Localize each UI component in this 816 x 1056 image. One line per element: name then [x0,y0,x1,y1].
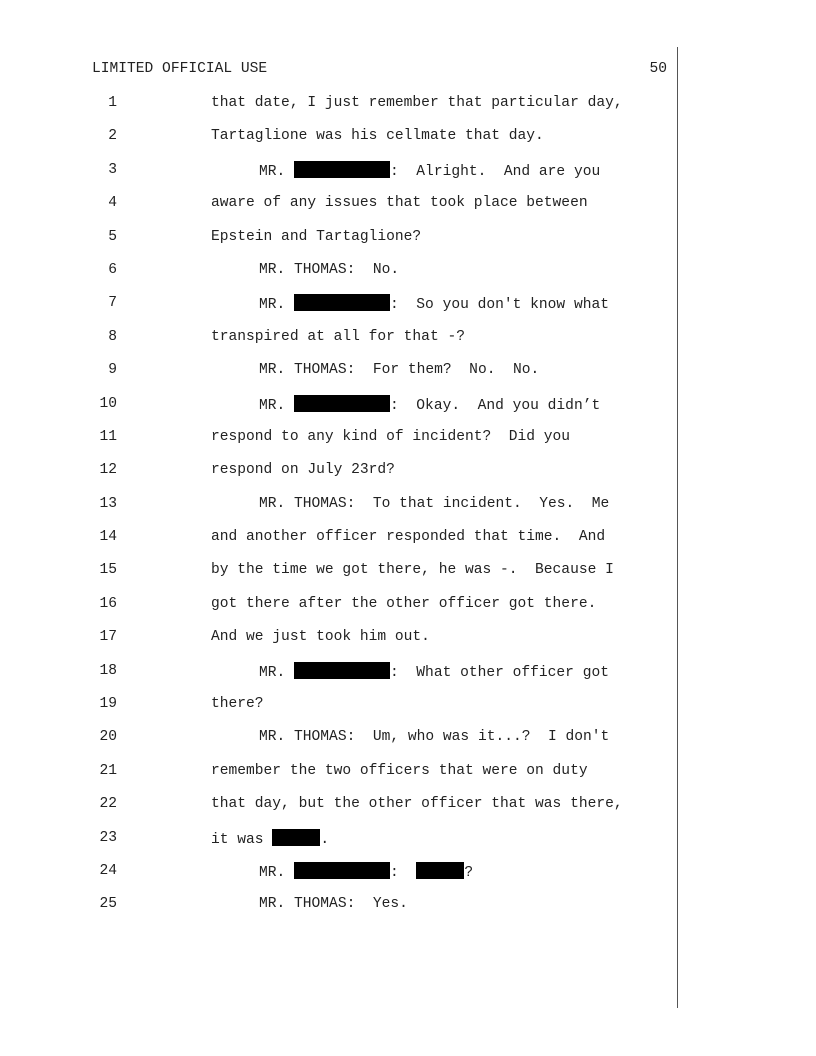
line-number: 9 [108,362,117,379]
line-text: Epstein and Tartaglione? [211,228,422,245]
line-text: Tartaglione was his cellmate that day. [211,128,544,145]
line-number: 11 [99,428,117,445]
line-text-rest: : So you don't know what [390,297,609,314]
line-text [259,662,609,682]
line-text: got there after the other officer got there. [211,595,597,612]
redaction-box [294,395,390,412]
speaker-prefix: MR. [259,163,295,180]
line-text: MR. THOMAS: To that incident. Yes. Me [259,495,610,512]
transcript-line-5 [0,228,816,261]
redaction-box [294,862,390,879]
redaction-box [416,862,464,879]
classification-header: LIMITED OFFICIAL USE [92,61,268,77]
transcript-line-25 [0,895,816,928]
speaker-prefix: MR. [259,664,295,681]
line-number: 20 [99,729,117,746]
transcript-line-3 [0,161,816,194]
transcript-line-13 [0,495,816,528]
redaction-box [294,294,390,311]
line-text: And we just took him out. [211,629,430,646]
line-number: 18 [99,662,117,679]
line-number: 25 [99,896,117,913]
line-number: 4 [108,195,117,212]
transcript-line-8 [0,328,816,361]
line-text: that day, but the other officer that was there, [211,796,623,813]
transcript-line-9 [0,361,816,394]
speaker-prefix: MR. [259,397,295,414]
page-number: 50 [649,61,667,77]
transcript-line-22 [0,795,816,828]
line-text: respond on July 23rd? [211,462,395,479]
line-text: MR. THOMAS: Yes. [259,896,408,913]
line-number: 1 [108,95,117,111]
transcript-line-20 [0,728,816,761]
transcript-line-24 [0,862,816,895]
transcript-line-15 [0,561,816,594]
transcript-line-19 [0,695,816,728]
transcript-line-11 [0,428,816,461]
line-text [211,829,329,849]
line-text: and another officer responded that time. And [211,529,606,546]
transcript-line-4 [0,194,816,227]
line-text: MR. THOMAS: No. [259,261,400,278]
line-number: 2 [108,128,117,145]
redaction-box [294,161,390,178]
transcript-line-7 [0,294,816,327]
line-text-rest: ? [464,864,474,881]
line-text: transpired at all for that -? [211,328,465,345]
line-text-rest: : Alright. And are you [390,163,601,180]
line-number: 24 [99,862,117,879]
line-text: respond to any kind of incident? Did you [211,428,571,445]
line-number: 21 [99,762,117,779]
line-text-rest: . [320,831,330,848]
line-number: 7 [108,295,117,312]
line-number: 23 [99,829,117,846]
speaker-prefix: MR. [259,297,295,314]
redaction-box [294,662,390,679]
line-text-rest: : What other officer got [390,664,609,681]
transcript-line-16 [0,595,816,628]
transcript-line-21 [0,762,816,795]
speaker-prefix: MR. [259,864,295,881]
line-text: that date, I just remember that particular day, [211,95,623,111]
line-number: 13 [99,495,117,512]
line-text-start: it was [211,831,273,848]
line-number: 12 [99,462,117,479]
line-text [259,294,609,314]
line-number: 5 [108,228,117,245]
transcript-line-14 [0,528,816,561]
transcript-lines [0,94,816,929]
line-number: 10 [99,395,117,412]
line-text [259,161,600,181]
line-number: 15 [99,562,117,579]
line-text: by the time we got there, he was -. Because I [211,562,614,579]
transcript-line-12 [0,461,816,494]
line-text: there? [211,696,264,713]
transcript-line-6 [0,261,816,294]
transcript-line-23 [0,829,816,862]
line-text-rest: : Okay. And you didn’t [390,397,601,414]
transcript-line-17 [0,628,816,661]
line-number: 17 [99,629,117,646]
line-text [259,395,600,415]
line-text [259,862,473,882]
transcript-line-1 [0,94,816,127]
transcript-line-2 [0,127,816,160]
transcript-line-18 [0,662,816,695]
line-text: MR. THOMAS: For them? No. No. [259,362,540,379]
line-number: 6 [108,261,117,278]
line-text: aware of any issues that took place between [211,195,588,212]
line-number: 22 [99,796,117,813]
transcript-line-10 [0,395,816,428]
line-number: 19 [99,696,117,713]
line-number: 14 [99,529,117,546]
redaction-box [272,829,320,846]
line-number: 3 [108,161,117,178]
line-text: MR. THOMAS: Um, who was it...? I don't [259,729,610,746]
line-text: remember the two officers that were on duty [211,762,588,779]
line-number: 16 [99,595,117,612]
line-number: 8 [108,328,117,345]
line-text-middle: : [390,864,417,881]
